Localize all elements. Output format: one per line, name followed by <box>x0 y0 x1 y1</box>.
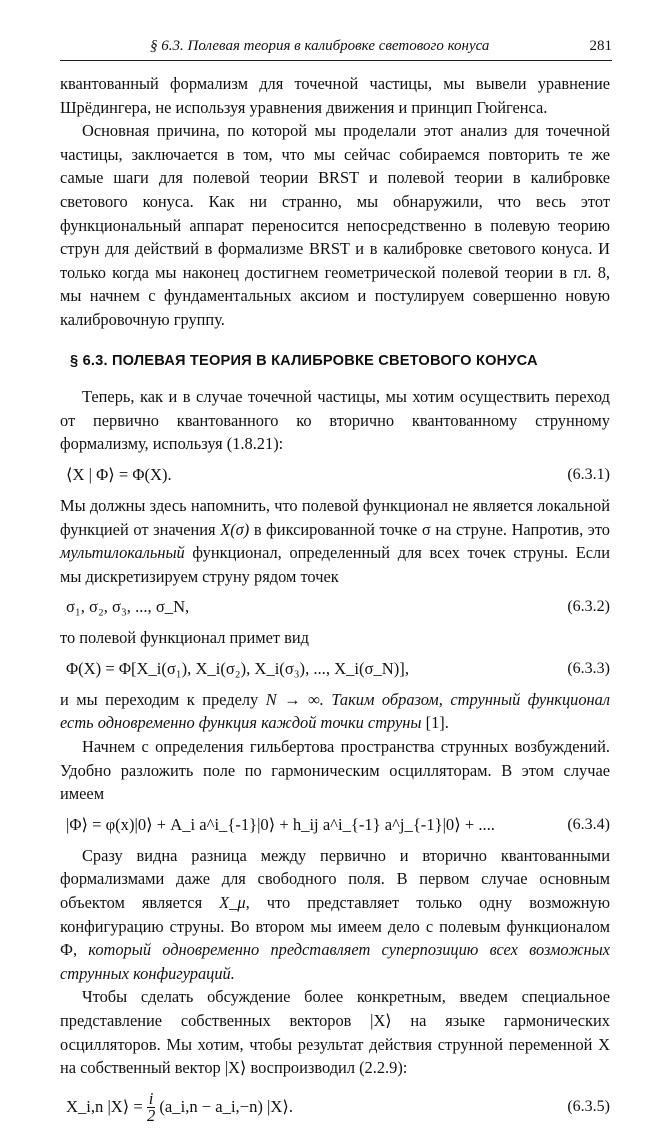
paragraph-6 <box>60 688 610 735</box>
equation-expr <box>66 1084 293 1130</box>
equation-label: (6.3.1) <box>567 465 610 483</box>
equation-expr: |Φ⟩ = φ(x)|0⟩ + A_i a^i_{-1}|0⟩ + h_ij a^i_{-1} a^j_{-1}|0⟩ + .... <box>66 814 495 834</box>
header-title: § 6.3. Полевая теория в калибровке светового конуса <box>150 38 490 54</box>
fraction-numerator: i <box>148 1089 154 1109</box>
equation-expr: Φ(X) = Φ[X_i(σ₁), X_i(σ₂), X_i(σ₃), ..., X_i(σ_N)], <box>66 658 409 678</box>
equation-expr: ⟨X | Φ⟩ = Φ(X). <box>66 464 172 484</box>
text-run: , что представляет только одну возможную конфигурацию струны. Во втором мы имеем дело с полевым функционалом Ф, <box>60 893 610 960</box>
equation-6-3-4 <box>60 810 610 840</box>
equation-lhs: X_i,n |X⟩ = <box>66 1096 143 1116</box>
equation-6-3-1 <box>60 460 610 490</box>
equation-6-3-2 <box>60 592 610 622</box>
equation-label: (6.3.3) <box>567 659 610 677</box>
text-run: [1]. <box>421 713 449 733</box>
page-body <box>60 72 610 1134</box>
paragraph-5: то полевой функционал примет вид <box>60 628 309 648</box>
equation-label: (6.3.2) <box>567 598 610 616</box>
paragraph-4 <box>60 494 610 588</box>
paragraph-2: Основная причина, по которой мы проделали этот анализ для точечной частицы, заключается в том, что мы сейчас собираемся повторить те же самые шаги для полевой теории BRST и полевой теории в калибровке светового конуса. Как ни странно, мы обнаружили, что весь этот функциональный аппарат переносится непосредственно в полевую теорию струн для действий в формализме BRST и в калибровке светового конуса. И только когда мы наконец достигнем геометрической полевой теории в гл. 8, мы начнем с фундаментальных аксиом и постулируем совершенно новую калибровочную группу. <box>60 121 610 329</box>
emphasis-text: мультилокальный <box>60 543 185 563</box>
fraction-denominator: 2 <box>146 1106 156 1126</box>
paragraph-3: Теперь, как и в случае точечной частицы, мы хотим осуществить переход от первично квантованного ко вторично квантованному струнному формализму, используя (1.8.21): <box>60 387 610 454</box>
text-run: Мы должны здесь напомнить, что полевой функционал не является локальной функцией от значения <box>60 495 610 539</box>
page-number: 281 <box>589 38 612 54</box>
equation-6-3-5 <box>60 1084 610 1130</box>
section-heading: § 6.3. ПОЛЕВАЯ ТЕОРИЯ В КАЛИБРОВКЕ СВЕТОВОГО КОНУСА <box>70 352 538 369</box>
paragraph-7: Начнем с определения гильбертова пространства струнных возбуждений. Удобно разложить поле по гармоническим осцилляторам. В этом случае имеем <box>60 737 610 804</box>
text-run: и мы переходим к пределу <box>60 689 266 709</box>
equation-expr: σ₁, σ₂, σ₃, ..., σ_N, <box>66 597 190 617</box>
equation-label: (6.3.4) <box>567 815 610 833</box>
text-run: функционал, определенный для всех точек струны. Если мы дискретизируем струну рядом точек <box>60 543 610 586</box>
running-header <box>60 38 612 61</box>
paragraph-9: Чтобы сделать обсуждение более конкретным, введем специальное представление собственных векторов |X⟩ на языке гармонических осцилляторов. Мы хотим, чтобы результат действия струнной переменной X на собственный вектор |X⟩ воспроизводил (2.2.9): <box>60 987 610 1078</box>
emphasis-text: который одновременно представляет суперпозицию всех возможных струнных конфигураций. <box>60 940 610 983</box>
paragraph-1: квантованный формализм для точечной частицы, мы вывели уравнение Шрёдингера, не используя уравнения движения и принцип Гюйгенса. <box>60 74 610 117</box>
fraction <box>147 1091 155 1124</box>
math-inline: N → ∞ <box>265 689 320 709</box>
emphasis-text: . Таким образом, струнный функционал есть одновременно функция каждой точки струны <box>60 689 611 733</box>
equation-rhs: (a_i,n − a_i,−n) |X⟩. <box>159 1096 293 1116</box>
text-run: в фиксированной точке σ на струне. Напротив, это <box>249 519 610 539</box>
math-inline: X_μ <box>219 893 246 913</box>
equation-label: (6.3.5) <box>567 1097 610 1115</box>
math-inline: X(σ) <box>220 519 250 539</box>
paragraph-8 <box>60 844 610 986</box>
text-run: Сразу видна разница между первично и вторично квантованными формализмами даже для свободного поля. В первом случае основным объектом является <box>60 845 610 913</box>
equation-6-3-3 <box>60 654 610 684</box>
